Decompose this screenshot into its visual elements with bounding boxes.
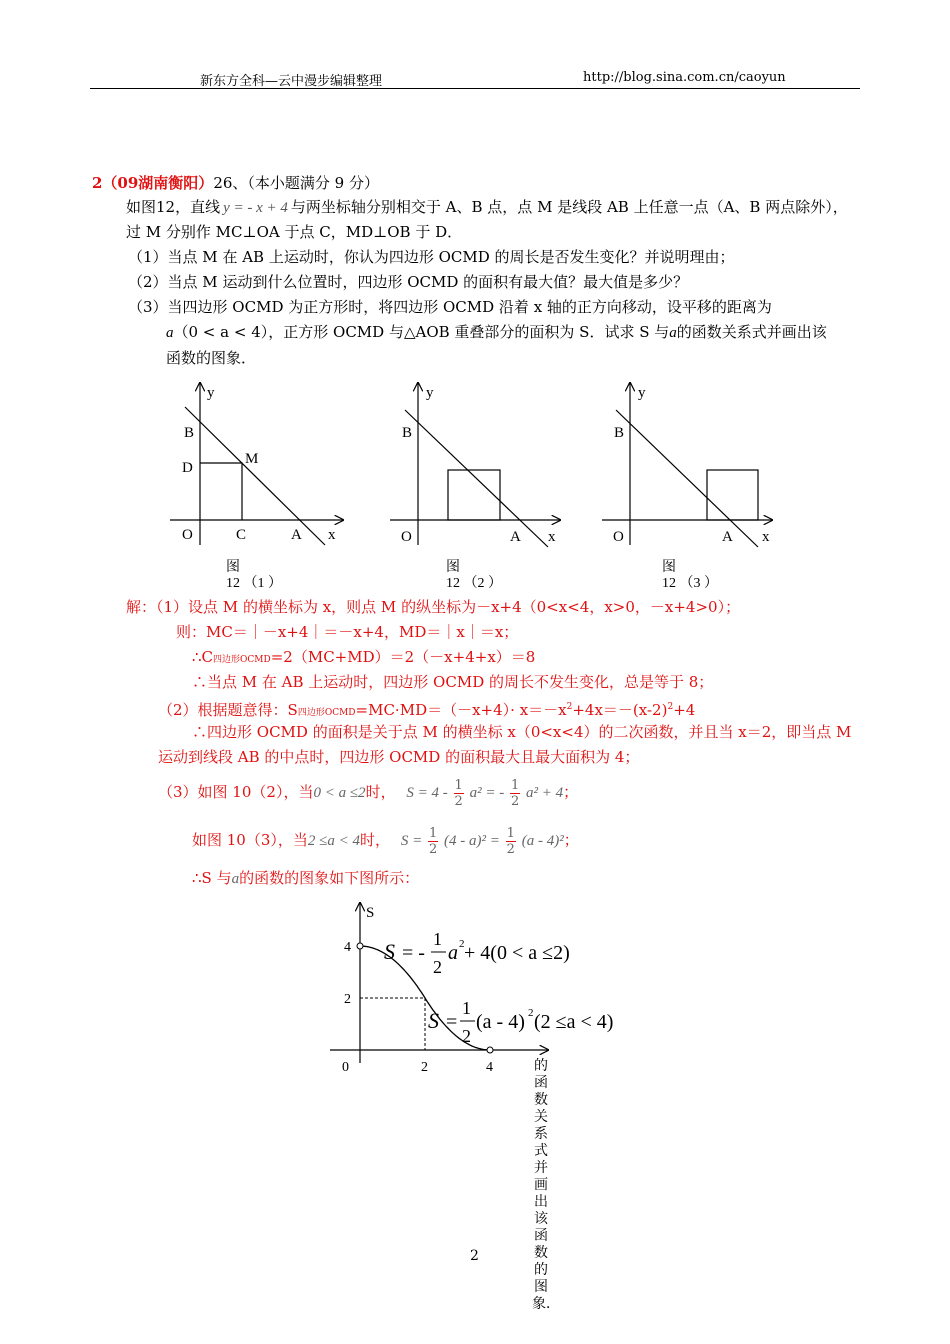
eq1-den: 2	[433, 957, 442, 977]
fig2-label-x: x	[548, 529, 556, 545]
fig3-label-b: B	[614, 425, 625, 441]
eq1-tail: + 4(0 < a ≤2)	[464, 942, 570, 964]
s8-end: ；	[563, 783, 579, 801]
eq2-eq: =	[446, 1011, 458, 1033]
fig1-label-d: D	[182, 460, 193, 476]
s8-cond: 0 < a ≤2	[313, 785, 366, 801]
graph-tick-y2: 2	[344, 992, 351, 1007]
fig3-square	[707, 470, 758, 520]
solution-line-5	[158, 697, 695, 723]
fig3-label-o: O	[613, 529, 624, 545]
s5-a: （2）根据题意得：S	[158, 701, 298, 719]
graph-tick-y4: 4	[344, 940, 351, 955]
q3-end: 的函数关系式并画出该	[676, 323, 827, 341]
s8-frac-2-num: 1	[510, 777, 520, 793]
graph-tick-x2: 2	[421, 1060, 428, 1075]
s9-cond: 2 ≤a < 4	[307, 833, 361, 849]
fig1-label-y: y	[207, 385, 215, 401]
solution-line-10	[192, 868, 419, 889]
solution-line-1: 解：（1）设点 M 的横坐标为 x，则点 M 的纵坐标为－x+4（0<x<4，x>0，－x+4>0）；	[126, 598, 741, 616]
solution-line-3	[192, 647, 535, 670]
s8-f2: a² = -	[469, 785, 505, 801]
header-right: http://blog.sina.com.cn/caoyun	[583, 70, 786, 85]
s10-var: a	[231, 871, 240, 887]
q3-var-a2: a	[669, 325, 677, 341]
s9-f3: (a - 4)²	[521, 833, 564, 849]
s8-f1: S = 4 -	[406, 785, 448, 801]
function-graph	[320, 895, 620, 1085]
s3-a: ∴C	[192, 648, 214, 666]
fig3-line-ab	[616, 410, 758, 547]
s8-frac-1-den: 2	[454, 793, 463, 809]
q3-range: （0 < a < 4）	[173, 323, 269, 341]
solution-line-4: ∴当点 M 在 AB 上运动时，四边形 OCMD 的周长不发生变化，总是等于 8；	[192, 673, 714, 691]
s8-frac-1-num: 1	[454, 777, 463, 793]
fig2-line-ab	[405, 410, 548, 547]
graph-equation-1	[384, 929, 570, 977]
s9-frac-1	[428, 826, 438, 857]
s8-frac-1	[454, 778, 464, 809]
s5-b: =MC·MD＝（－x+4）· x＝－x	[355, 701, 567, 719]
fig2-label-o: O	[401, 529, 412, 545]
s3-b: =2（MC+MD）＝2（－x+4+x）＝8	[270, 648, 536, 666]
s8-f3: a² + 4	[526, 785, 564, 801]
figure-1	[160, 375, 360, 595]
fig1-caption-2: 12 （1 ）	[226, 576, 282, 591]
problem-number: 2（09湖南衡阳）	[92, 174, 214, 192]
page-number: 2	[470, 1248, 479, 1264]
s9-frac-1-den: 2	[428, 841, 438, 857]
eq1-num: 1	[433, 929, 442, 949]
eq2-body: (a - 4)	[476, 1011, 525, 1033]
problem-line1	[126, 197, 848, 218]
problem-title	[92, 173, 379, 193]
fig1-label-c: C	[236, 527, 247, 543]
question-3-line-c: 函数的图象．	[166, 349, 257, 367]
fig2-label-a: A	[510, 529, 521, 545]
s5-c: +4x＝－(x-2)	[572, 701, 668, 719]
s5-sup2: 2	[667, 702, 674, 712]
fig1-rectangle	[200, 463, 242, 520]
eq1-s: S	[384, 939, 395, 964]
vertical-text-strip: 的函数关系式并画出该函数的图象．	[532, 1058, 560, 1312]
fig3-label-x: x	[762, 529, 770, 545]
fig1-label-x: x	[328, 527, 336, 543]
fig2-caption-1: 图	[446, 560, 460, 575]
graph-equation-2	[428, 998, 613, 1046]
line1-text-b: 与两坐标轴分别相交于 A、B 点，点 M 是线段 AB 上任意一点（A、B 两点除外），	[290, 198, 848, 216]
question-3-line-b	[166, 322, 827, 343]
problem-title-rest: 26、（本小题满分 9 分）	[213, 174, 379, 192]
graph-open-point-end	[487, 1047, 493, 1053]
s8-b: 时，	[365, 783, 396, 801]
figure-2	[380, 375, 580, 595]
eq1-sup: 2	[459, 938, 465, 950]
fig2-square	[448, 470, 500, 520]
fig1-line-ab	[185, 407, 325, 545]
s8-frac-2-den: 2	[510, 793, 520, 809]
solution-line-2: 则：MC＝｜－x+4｜＝－x+4，MD＝｜x｜＝x；	[176, 623, 519, 641]
eq2-tail: (2 ≤a < 4)	[534, 1011, 614, 1033]
s9-a: 如图 10（3），当	[192, 831, 308, 849]
solution-line-7: 运动到线段 AB 的中点时，四边形 OCMD 的面积最大且最大面积为 4；	[158, 748, 640, 766]
fig3-label-a: A	[722, 529, 733, 545]
fig1-label-a: A	[291, 527, 302, 543]
header-rule	[90, 88, 860, 89]
s9-f1: S =	[400, 833, 423, 849]
figure-3	[596, 375, 796, 595]
line1-text-a: 如图12，直线	[126, 198, 221, 216]
eq2-s: S	[428, 1008, 439, 1033]
solution-line-6: ∴四边形 OCMD 的面积是关于点 M 的横坐标 x（0<x<4）的二次函数，并且当 x＝2，即当点 M	[192, 723, 852, 741]
s9-end: ；	[563, 831, 579, 849]
s5-sup: 2	[566, 702, 573, 712]
s5-d: +4	[673, 701, 696, 719]
eq2-den: 2	[462, 1026, 471, 1046]
s8-a: （3）如图 10（2），当	[158, 783, 314, 801]
eq1-eq: = -	[402, 942, 425, 964]
s10-a: ∴S 与	[192, 869, 232, 887]
s9-frac-2	[506, 826, 516, 857]
fig1-label-b: B	[184, 425, 195, 441]
s9-frac-2-num: 1	[506, 825, 515, 841]
q3-var-a: a	[166, 325, 174, 341]
eq1-a: a	[448, 942, 458, 964]
s9-frac-2-den: 2	[506, 841, 515, 857]
problem-line2: 过 M 分别作 MC⊥OA 于点 C，MD⊥OB 于 D．	[126, 223, 463, 241]
graph-tick-x4: 4	[486, 1060, 493, 1075]
solution-line-9	[192, 820, 579, 860]
fig1-label-o: O	[182, 527, 193, 543]
fig3-caption-1: 图	[662, 560, 676, 575]
line1-formula: y = - x + 4	[223, 200, 288, 216]
s3-sub: 四边形OCMD	[213, 655, 271, 665]
s9-frac-1-num: 1	[428, 825, 438, 841]
graph-tick-x0: 0	[342, 1060, 349, 1075]
fig2-label-y: y	[426, 385, 434, 401]
s9-f2: (4 - a)² =	[444, 833, 500, 849]
fig2-label-b: B	[402, 425, 413, 441]
question-2: （2）当点 M 运动到什么位置时，四边形 OCMD 的面积有最大值？最大值是多少？	[128, 273, 689, 291]
question-1: （1）当点 M 在 AB 上运动时，你认为四边形 OCMD 的周长是否发生变化？并说明理由；	[128, 248, 735, 266]
solution-line-8	[158, 772, 578, 812]
header-left: 新东方全科—云中漫步编辑整理	[200, 74, 383, 89]
eq2-sup: 2	[528, 1007, 534, 1019]
s5-sub: 四边形OCMD	[297, 708, 356, 718]
question-3-line-a: （3）当四边形 OCMD 为正方形时，将四边形 OCMD 沿着 x 轴的正方向移动，设平移的距离为	[128, 298, 772, 316]
s10-b: 的函数的图象如下图所示：	[239, 869, 420, 887]
s9-b: 时，	[360, 831, 391, 849]
graph-open-point-start	[357, 943, 363, 949]
fig1-caption-1: 图	[226, 560, 240, 575]
s8-frac-2	[510, 778, 520, 809]
q3-rest: ，正方形 OCMD 与△AOB 重叠部分的面积为 S．试求 S 与	[268, 323, 670, 341]
eq2-num: 1	[462, 998, 471, 1018]
fig1-label-m: M	[245, 451, 259, 467]
fig2-caption-2: 12 （2 ）	[446, 576, 502, 591]
fig3-caption-2: 12 （3 ）	[662, 576, 718, 591]
graph-label-s: S	[366, 905, 375, 921]
fig3-label-y: y	[638, 385, 646, 401]
